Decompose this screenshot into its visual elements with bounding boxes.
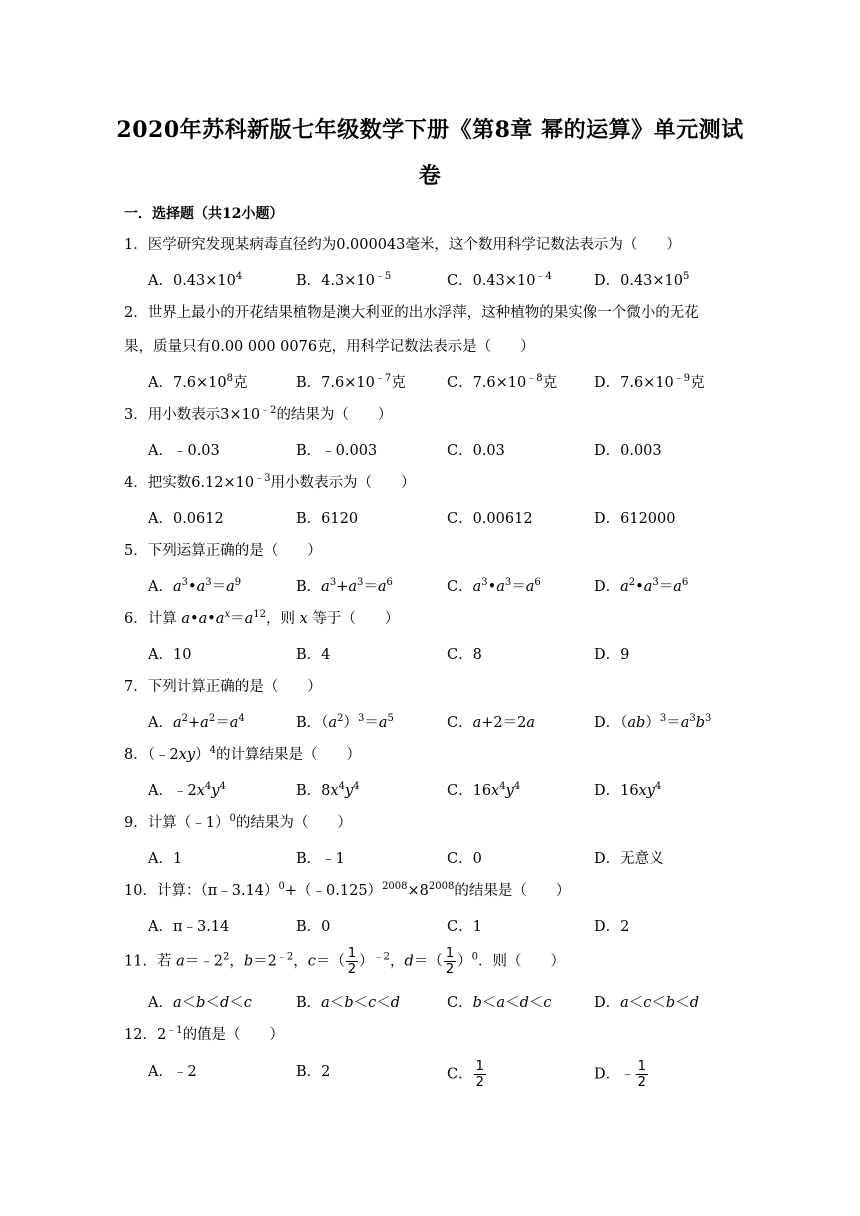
option-b: B．$7.6\times 10^{﹣7}$克: [296, 373, 406, 391]
option-d: D．2: [594, 919, 630, 935]
option-c: C．0.00612: [447, 511, 533, 527]
question-9: 9．计算（﹣1）$^0$的结果为（ ）: [124, 813, 352, 831]
option-d: D．无意义: [594, 851, 664, 867]
option-c: C．$a^3•a^3=a^6$: [447, 577, 541, 595]
option-c: C．b＜a＜d＜c: [447, 995, 552, 1011]
option-b: B．6120: [296, 511, 359, 527]
option-b: B．﹣0.003: [296, 443, 378, 459]
option-c: C．$0.43\times 10^{﹣4}$: [447, 271, 552, 289]
option-d: D．612000: [594, 511, 676, 527]
question-3-options: [148, 439, 748, 461]
option-a: A．$﹣2x^4y^4$: [148, 781, 226, 799]
question-7-options: [148, 711, 748, 733]
option-d: D．$16xy^4$: [594, 781, 662, 799]
question-12-options: [148, 1059, 748, 1090]
option-c: C． $\frac{1}{2}$: [447, 1059, 484, 1090]
option-a: A．﹣2: [148, 1064, 197, 1080]
option-a: A．0.0612: [148, 511, 224, 527]
question-7: 7．下列计算正确的是（ ）: [124, 679, 322, 695]
question-1: 1．医学研究发现某病毒直径约为0.000043毫米，这个数用科学记数法表示为（ ）: [124, 237, 681, 253]
option-a: A．$0.43\times 10^4$: [148, 271, 243, 289]
option-c: C．$7.6\times 10^{﹣8}$克: [447, 373, 558, 391]
question-9-options: [148, 847, 748, 869]
option-b: B．0: [296, 919, 331, 935]
question-10-options: [148, 915, 748, 937]
question-11: 11．若 $a=﹣2^2$，$b=2^{﹣2}$，c＝（ $\frac{1}{2}$ ）$^{﹣2}$，d＝（ $\frac{1}{2}$ ）$^0$．则（ ）: [124, 946, 565, 977]
option-a: A．﹣0.03: [148, 443, 220, 459]
question-11-options: [148, 991, 748, 1013]
option-d: D．$0.43\times 10^5$: [594, 271, 690, 289]
question-2-options: [148, 371, 748, 393]
option-d: D．$(ab)^3=a^3b^3$: [594, 713, 712, 731]
option-d: D．$a^2•a^3=a^6$: [594, 577, 689, 595]
option-a: A．$7.6\times 10^8$克: [148, 373, 248, 391]
question-8: 8．（﹣2xy）$^4$的计算结果是（ ）: [124, 745, 361, 763]
question-2-continued: 果，质量只有0.00 000 0076克，用科学记数法表示是（ ）: [124, 339, 535, 355]
section-heading: 一．选择题（共12小题）: [124, 206, 284, 222]
question-3: 3．用小数表示$3\times 10^{﹣2}$的结果为（ ）: [124, 405, 393, 423]
question-5: 5．下列运算正确的是（ ）: [124, 543, 322, 559]
option-a: A．$a^3•a^3=a^9$: [148, 577, 242, 595]
option-d: D．0.003: [594, 443, 662, 459]
option-c: C．$16x^4y^4$: [447, 781, 521, 799]
question-12: 12．$2^{﹣1}$的值是（ ）: [124, 1025, 285, 1043]
question-4-options: [148, 507, 748, 529]
question-1-options: [148, 269, 748, 291]
option-c: C．0: [447, 851, 482, 867]
option-d: D．9: [594, 647, 630, 663]
option-c: C．0.03: [447, 443, 505, 459]
option-a: A．1: [148, 851, 183, 867]
option-b: B．$(a^2)^3=a^5$: [296, 713, 394, 731]
option-c: C．a+2＝2a: [447, 715, 536, 731]
question-6-options: [148, 643, 748, 665]
question-2: 2．世界上最小的开花结果植物是澳大利亚的出水浮萍，这种植物的果实像一个微小的无花: [124, 305, 699, 321]
option-b: B．$8x^4y^4$: [296, 781, 360, 799]
option-b: B．2: [296, 1064, 331, 1080]
option-b: B．﹣1: [296, 851, 345, 867]
question-10: 10．计算：$(\pi﹣3.14)^0+(﹣0.125)^{2008}\times 8^{2008}$的结果是（ ）: [124, 881, 571, 899]
option-a: A．π﹣3.14: [148, 919, 230, 935]
question-5-options: [148, 575, 748, 597]
document-title-continued: 卷: [418, 163, 442, 189]
question-8-options: [148, 779, 748, 801]
option-c: C．1: [447, 919, 482, 935]
option-b: B．a＜b＜c＜d: [296, 995, 401, 1011]
option-a: A．$a^2+a^2=a^4$: [148, 713, 245, 731]
option-d: D．$7.6\times 10^{﹣9}$克: [594, 373, 705, 391]
question-6: 6．计算 $a•a•a^x=a^{12}$，则 x 等于（ ）: [124, 609, 400, 627]
option-b: B．4: [296, 647, 331, 663]
option-b: B．$a^3+a^3=a^6$: [296, 577, 393, 595]
option-b: B．$4.3\times 10^{﹣5}$: [296, 271, 392, 289]
option-a: A．10: [148, 647, 192, 663]
option-d: D．a＜c＜b＜d: [594, 995, 700, 1011]
document-title: 2020年苏科新版七年级数学下册《第8章 幂的运算》单元测试: [116, 117, 744, 143]
option-c: C．8: [447, 647, 482, 663]
option-a: A．a＜b＜d＜c: [148, 995, 252, 1011]
option-d: D．﹣ $\frac{1}{2}$: [594, 1059, 646, 1090]
question-4: 4．把实数$6.12\times 10^{﹣3}$用小数表示为（ ）: [124, 473, 416, 491]
